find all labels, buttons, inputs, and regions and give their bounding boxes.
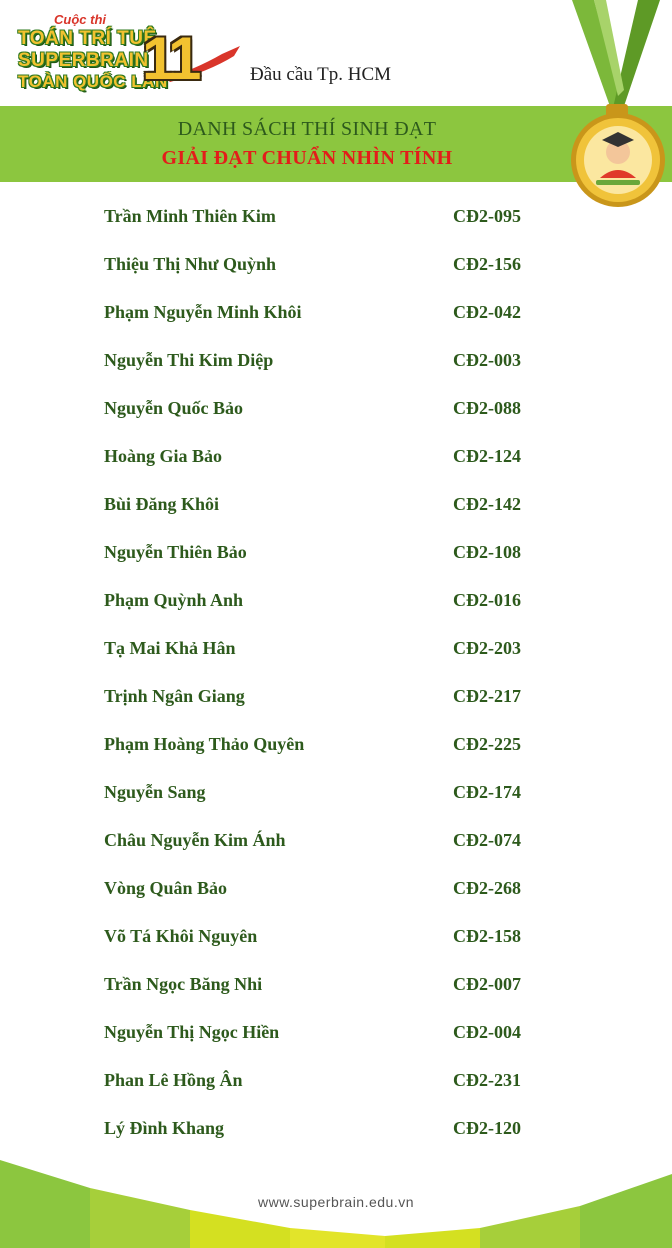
list-item <box>104 968 534 1016</box>
logo-line-3: TOÀN QUỐC LẦN <box>18 72 168 91</box>
contestant-name: Lý Đình Khang <box>104 1118 225 1138</box>
contestant-code: CĐ2-174 <box>453 782 521 802</box>
list-item <box>104 1016 534 1064</box>
list-item <box>104 440 534 488</box>
contestant-name: Phan Lê Hồng Ân <box>104 1070 243 1090</box>
list-item <box>104 200 534 248</box>
contestant-code: CĐ2-225 <box>453 734 521 754</box>
gold-medal-icon <box>560 0 672 215</box>
winner-list <box>104 200 534 1160</box>
logo-small-text: Cuộc thi <box>54 12 106 27</box>
contestant-code: CĐ2-003 <box>453 350 521 370</box>
contestant-name: Nguyễn Thi Kim Diệp <box>104 350 274 370</box>
contestant-name: Thiệu Thị Như Quỳnh <box>104 254 277 274</box>
list-item <box>104 680 534 728</box>
logo-line-2: SUPERBRAIN <box>18 50 149 71</box>
event-location: Đầu cầu Tp. HCM <box>250 64 392 85</box>
contestant-code: CĐ2-217 <box>453 686 521 706</box>
banner-title: DANH SÁCH THÍ SINH ĐẠT <box>177 118 437 140</box>
list-item <box>104 392 534 440</box>
list-item <box>104 632 534 680</box>
contestant-name: Trần Minh Thiên Kim <box>104 206 276 226</box>
contestant-code: CĐ2-268 <box>453 878 521 898</box>
logo-number: 11 <box>142 25 198 92</box>
contestant-code: CĐ2-231 <box>453 1070 521 1090</box>
contestant-name: Vòng Quân Bảo <box>104 878 228 898</box>
contestant-code: CĐ2-203 <box>453 638 521 658</box>
contestant-code: CĐ2-108 <box>453 542 521 562</box>
contestant-name: Châu Nguyễn Kim Ánh <box>104 830 286 850</box>
list-item <box>104 248 534 296</box>
contestant-code: CĐ2-004 <box>453 1022 521 1042</box>
contestant-name: Hoàng Gia Bảo <box>104 446 223 466</box>
banner-award: GIẢI ĐẠT CHUẨN NHÌN TÍNH <box>161 147 453 169</box>
contestant-name: Phạm Quỳnh Anh <box>104 590 244 610</box>
contestant-code: CĐ2-124 <box>453 446 521 466</box>
contestant-name: Võ Tá Khôi Nguyên <box>104 926 258 946</box>
list-item <box>104 824 534 872</box>
contestant-name: Bùi Đăng Khôi <box>104 494 220 514</box>
contestant-code: CĐ2-007 <box>453 974 521 994</box>
contestant-code: CĐ2-120 <box>453 1118 521 1138</box>
list-item <box>104 536 534 584</box>
list-item <box>104 776 534 824</box>
contestant-name: Nguyễn Sang <box>104 782 206 802</box>
contestant-code: CĐ2-088 <box>453 398 521 418</box>
list-item <box>104 872 534 920</box>
list-item <box>104 584 534 632</box>
logo-line-1: TOÁN TRÍ TUỆ <box>18 28 157 49</box>
contestant-name: Nguyễn Thị Ngọc Hiền <box>104 1022 280 1042</box>
contestant-name: Tạ Mai Khả Hân <box>104 638 236 658</box>
list-item <box>104 920 534 968</box>
contestant-code: CĐ2-095 <box>453 206 521 226</box>
contestant-code: CĐ2-016 <box>453 590 521 610</box>
contestant-name: Trịnh Ngân Giang <box>104 686 245 706</box>
contestant-name: Phạm Hoàng Thảo Quyên <box>104 734 305 754</box>
list-item <box>104 1064 534 1112</box>
website-url: www.superbrain.edu.vn <box>257 1194 415 1210</box>
list-item <box>104 344 534 392</box>
contestant-name: Nguyễn Thiên Bảo <box>104 542 247 562</box>
contestant-code: CĐ2-156 <box>453 254 521 274</box>
contestant-name: Trần Ngọc Băng Nhi <box>104 974 263 994</box>
contestant-code: CĐ2-142 <box>453 494 521 514</box>
list-item <box>104 728 534 776</box>
contestant-code: CĐ2-074 <box>453 830 521 850</box>
contestant-code: CĐ2-042 <box>453 302 521 322</box>
list-item <box>104 488 534 536</box>
contestant-code: CĐ2-158 <box>453 926 521 946</box>
list-item <box>104 296 534 344</box>
contestant-name: Nguyễn Quốc Bảo <box>104 398 244 418</box>
superbrain-logo <box>14 8 244 98</box>
contestant-name: Phạm Nguyễn Minh Khôi <box>104 302 302 322</box>
